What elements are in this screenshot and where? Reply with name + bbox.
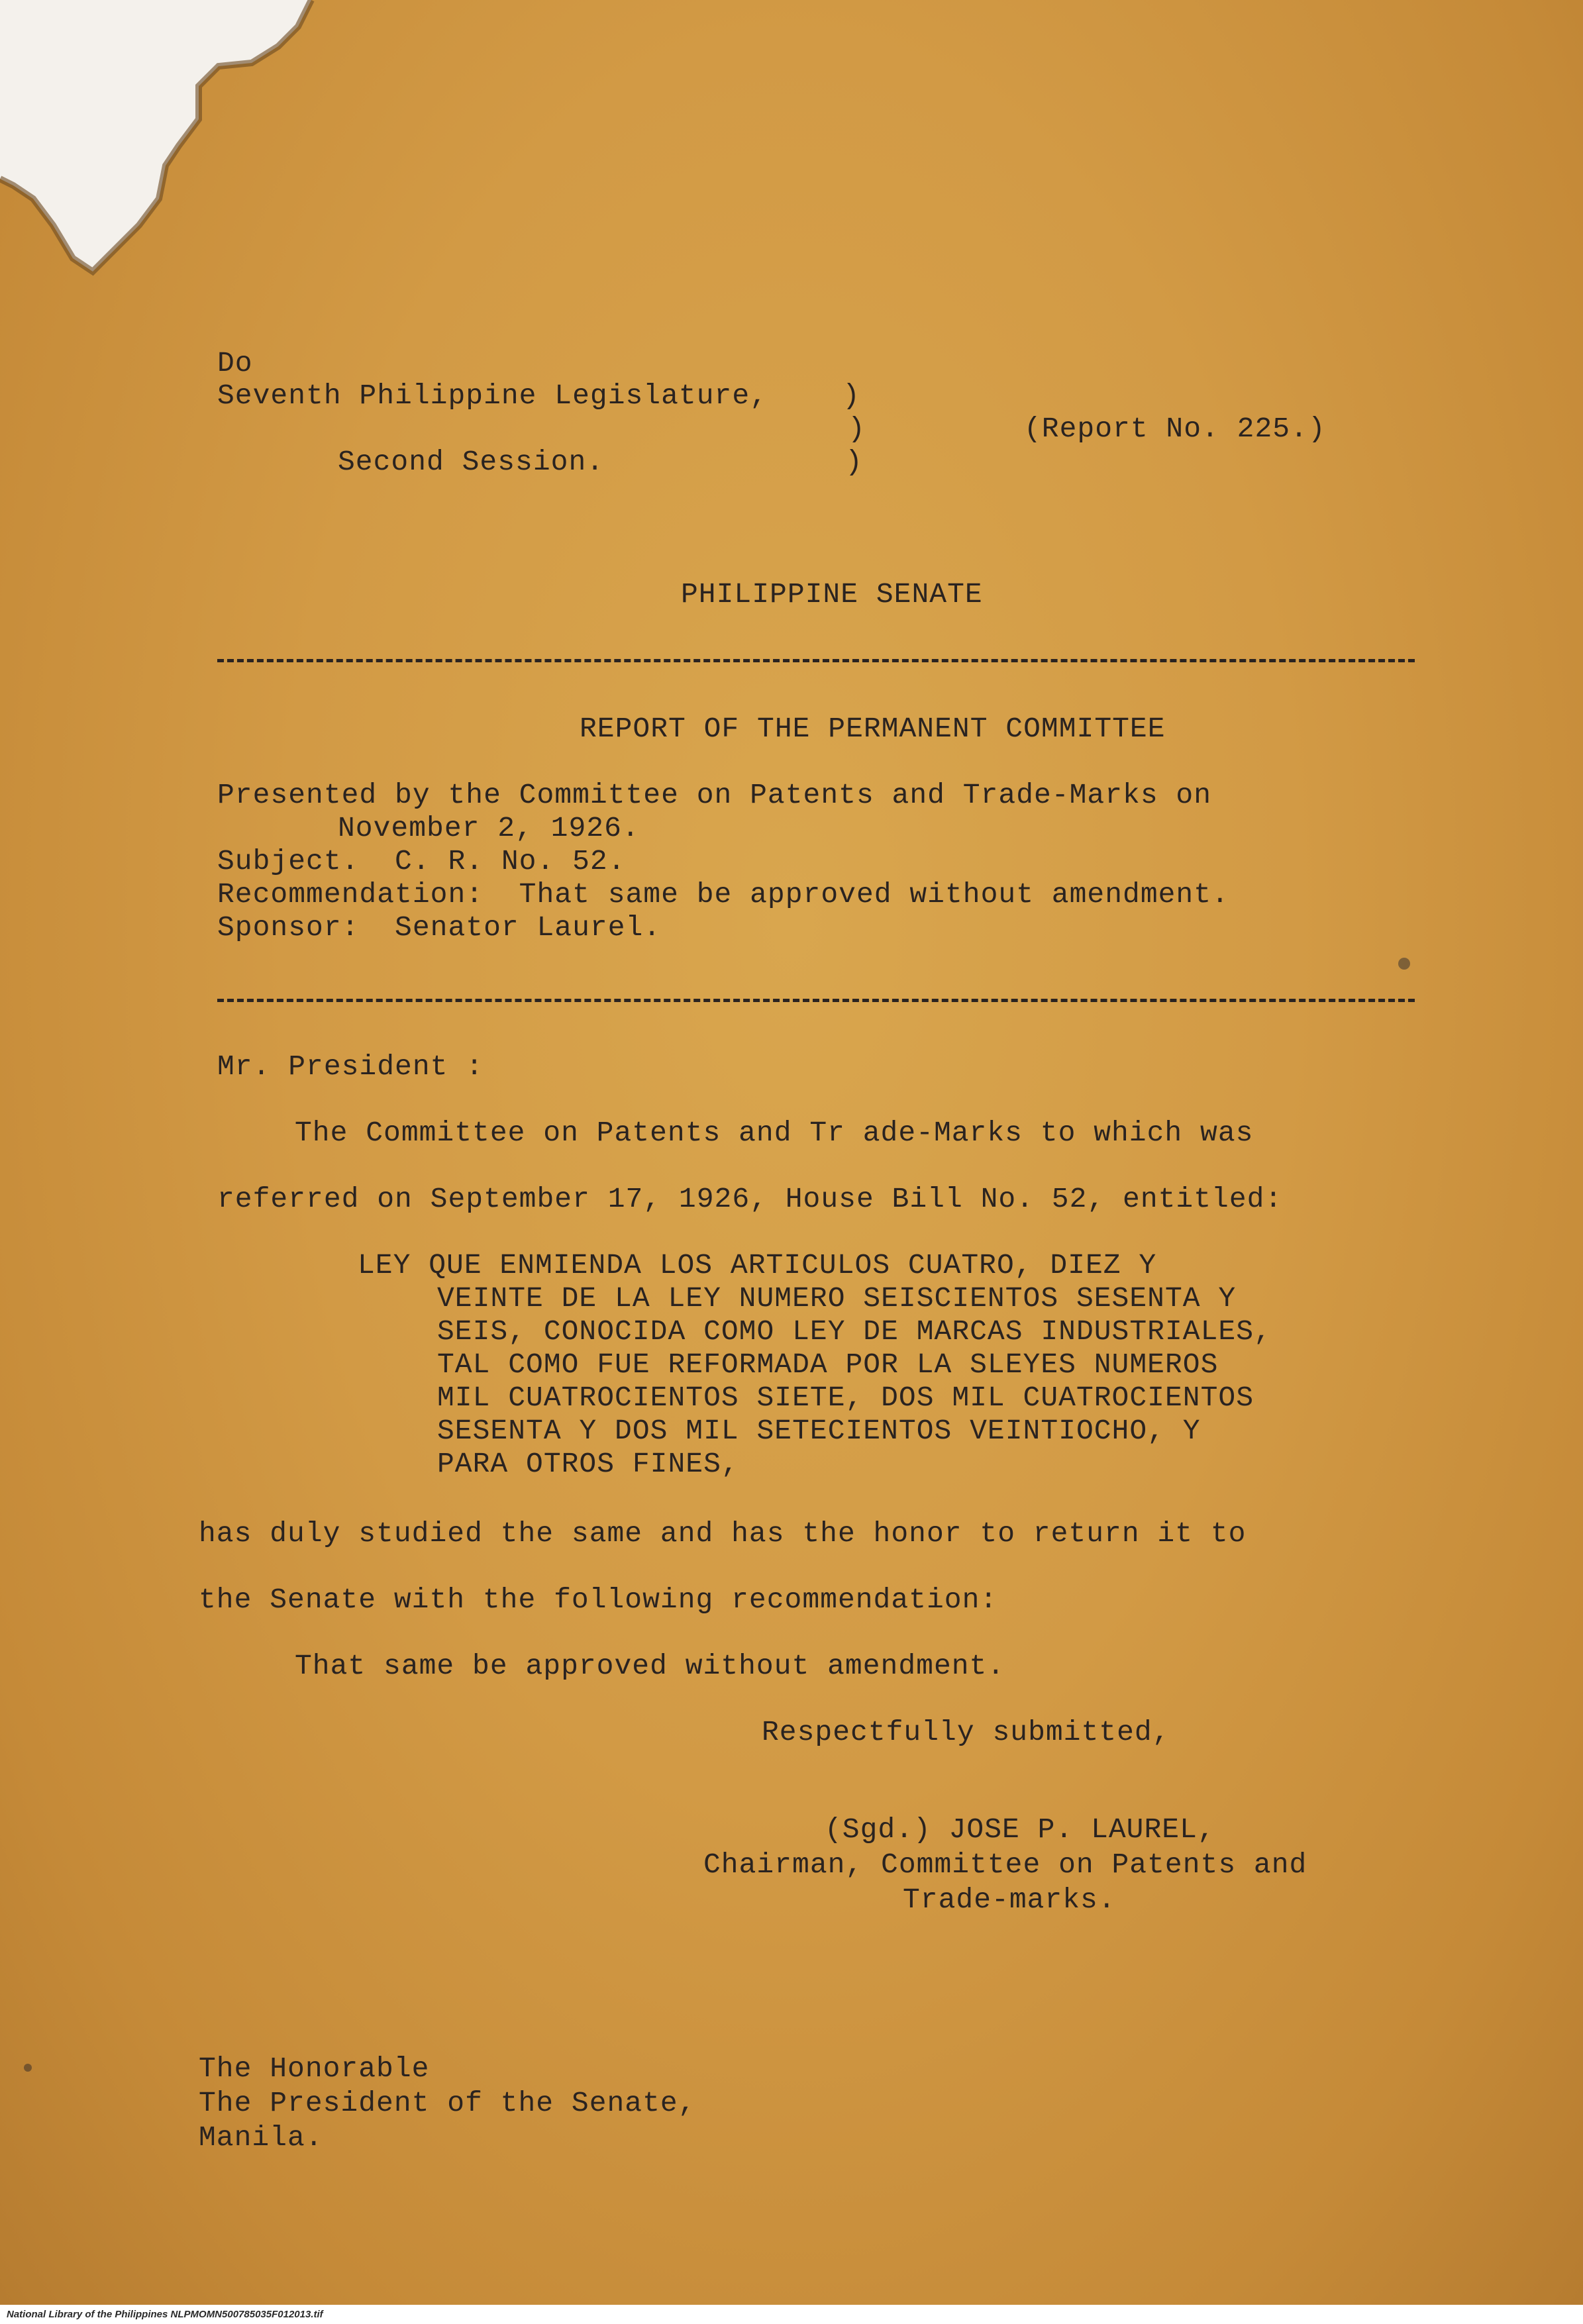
address-line: The Honorable bbox=[199, 2052, 430, 2085]
quoted-title-line: MIL CUATROCIENTOS SIETE, DOS MIL CUATROCIENTOS bbox=[437, 1382, 1254, 1414]
recommendation-text: That same be approved without amendment. bbox=[295, 1650, 1005, 1682]
bracket: ) bbox=[845, 446, 863, 478]
paragraph-line: has duly studied the same and has the honor to return it to bbox=[199, 1517, 1247, 1550]
page-title: PHILIPPINE SENATE bbox=[681, 578, 983, 611]
subject-line: Subject. C. R. No. 52. bbox=[217, 845, 626, 878]
ink-blot bbox=[20, 2060, 36, 2076]
quoted-title-line: SESENTA Y DOS MIL SETECIENTOS VEINTIOCHO, Y bbox=[437, 1415, 1201, 1447]
bracket: ) bbox=[848, 413, 866, 445]
quoted-title-line: TAL COMO FUE REFORMADA POR LA SLEYES NUMEROS bbox=[437, 1348, 1219, 1381]
quoted-title-line: LEY QUE ENMIENDA LOS ARTICULOS CUATRO, DIEZ Y bbox=[358, 1249, 1157, 1282]
quoted-title-line: VEINTE DE LA LEY NUMERO SEISCIENTOS SESENTA Y bbox=[437, 1282, 1237, 1315]
report-subtitle: REPORT OF THE PERMANENT COMMITTEE bbox=[580, 713, 1166, 745]
sponsor-line: Sponsor: Senator Laurel. bbox=[217, 911, 662, 944]
report-number: (Report No. 225.) bbox=[1024, 413, 1326, 445]
salutation: Mr. President : bbox=[217, 1050, 484, 1083]
divider-top bbox=[217, 659, 1415, 662]
session-line: Second Session. bbox=[338, 446, 605, 478]
signature-line: (Sgd.) JOSE P. LAUREL, bbox=[825, 1813, 1215, 1846]
address-line: The President of the Senate, bbox=[199, 2087, 696, 2119]
quoted-title-line: PARA OTROS FINES, bbox=[437, 1448, 739, 1480]
signature-line: Trade-marks. bbox=[903, 1884, 1116, 1916]
paragraph-line: referred on September 17, 1926, House Bill No. 52, entitled: bbox=[217, 1183, 1283, 1215]
paragraph-line: the Senate with the following recommendation: bbox=[199, 1584, 998, 1616]
scan-footer: National Library of the Philippines NLPMOMN500785035F012013.tif bbox=[0, 2305, 1583, 2324]
recommendation-line: Recommendation: That same be approved without amendment. bbox=[217, 878, 1229, 911]
presented-date: November 2, 1926. bbox=[338, 812, 640, 844]
divider-bottom bbox=[217, 999, 1415, 1002]
quoted-title-line: SEIS, CONOCIDA COMO LEY DE MARCAS INDUSTRIALES, bbox=[437, 1315, 1272, 1348]
torn-corner bbox=[0, 0, 344, 291]
address-line: Manila. bbox=[199, 2121, 323, 2154]
ink-blot bbox=[1394, 954, 1414, 974]
paragraph-line: The Committee on Patents and Tr ade-Marks to which was bbox=[295, 1117, 1254, 1149]
corner-note: Do bbox=[217, 347, 253, 379]
closing: Respectfully submitted, bbox=[762, 1716, 1170, 1748]
legislature-line: Seventh Philippine Legislature, bbox=[217, 379, 768, 412]
signature-line: Chairman, Committee on Patents and bbox=[703, 1848, 1307, 1881]
presented-line: Presented by the Committee on Patents and Trade-Marks on bbox=[217, 779, 1212, 811]
bracket: ) bbox=[843, 379, 860, 412]
